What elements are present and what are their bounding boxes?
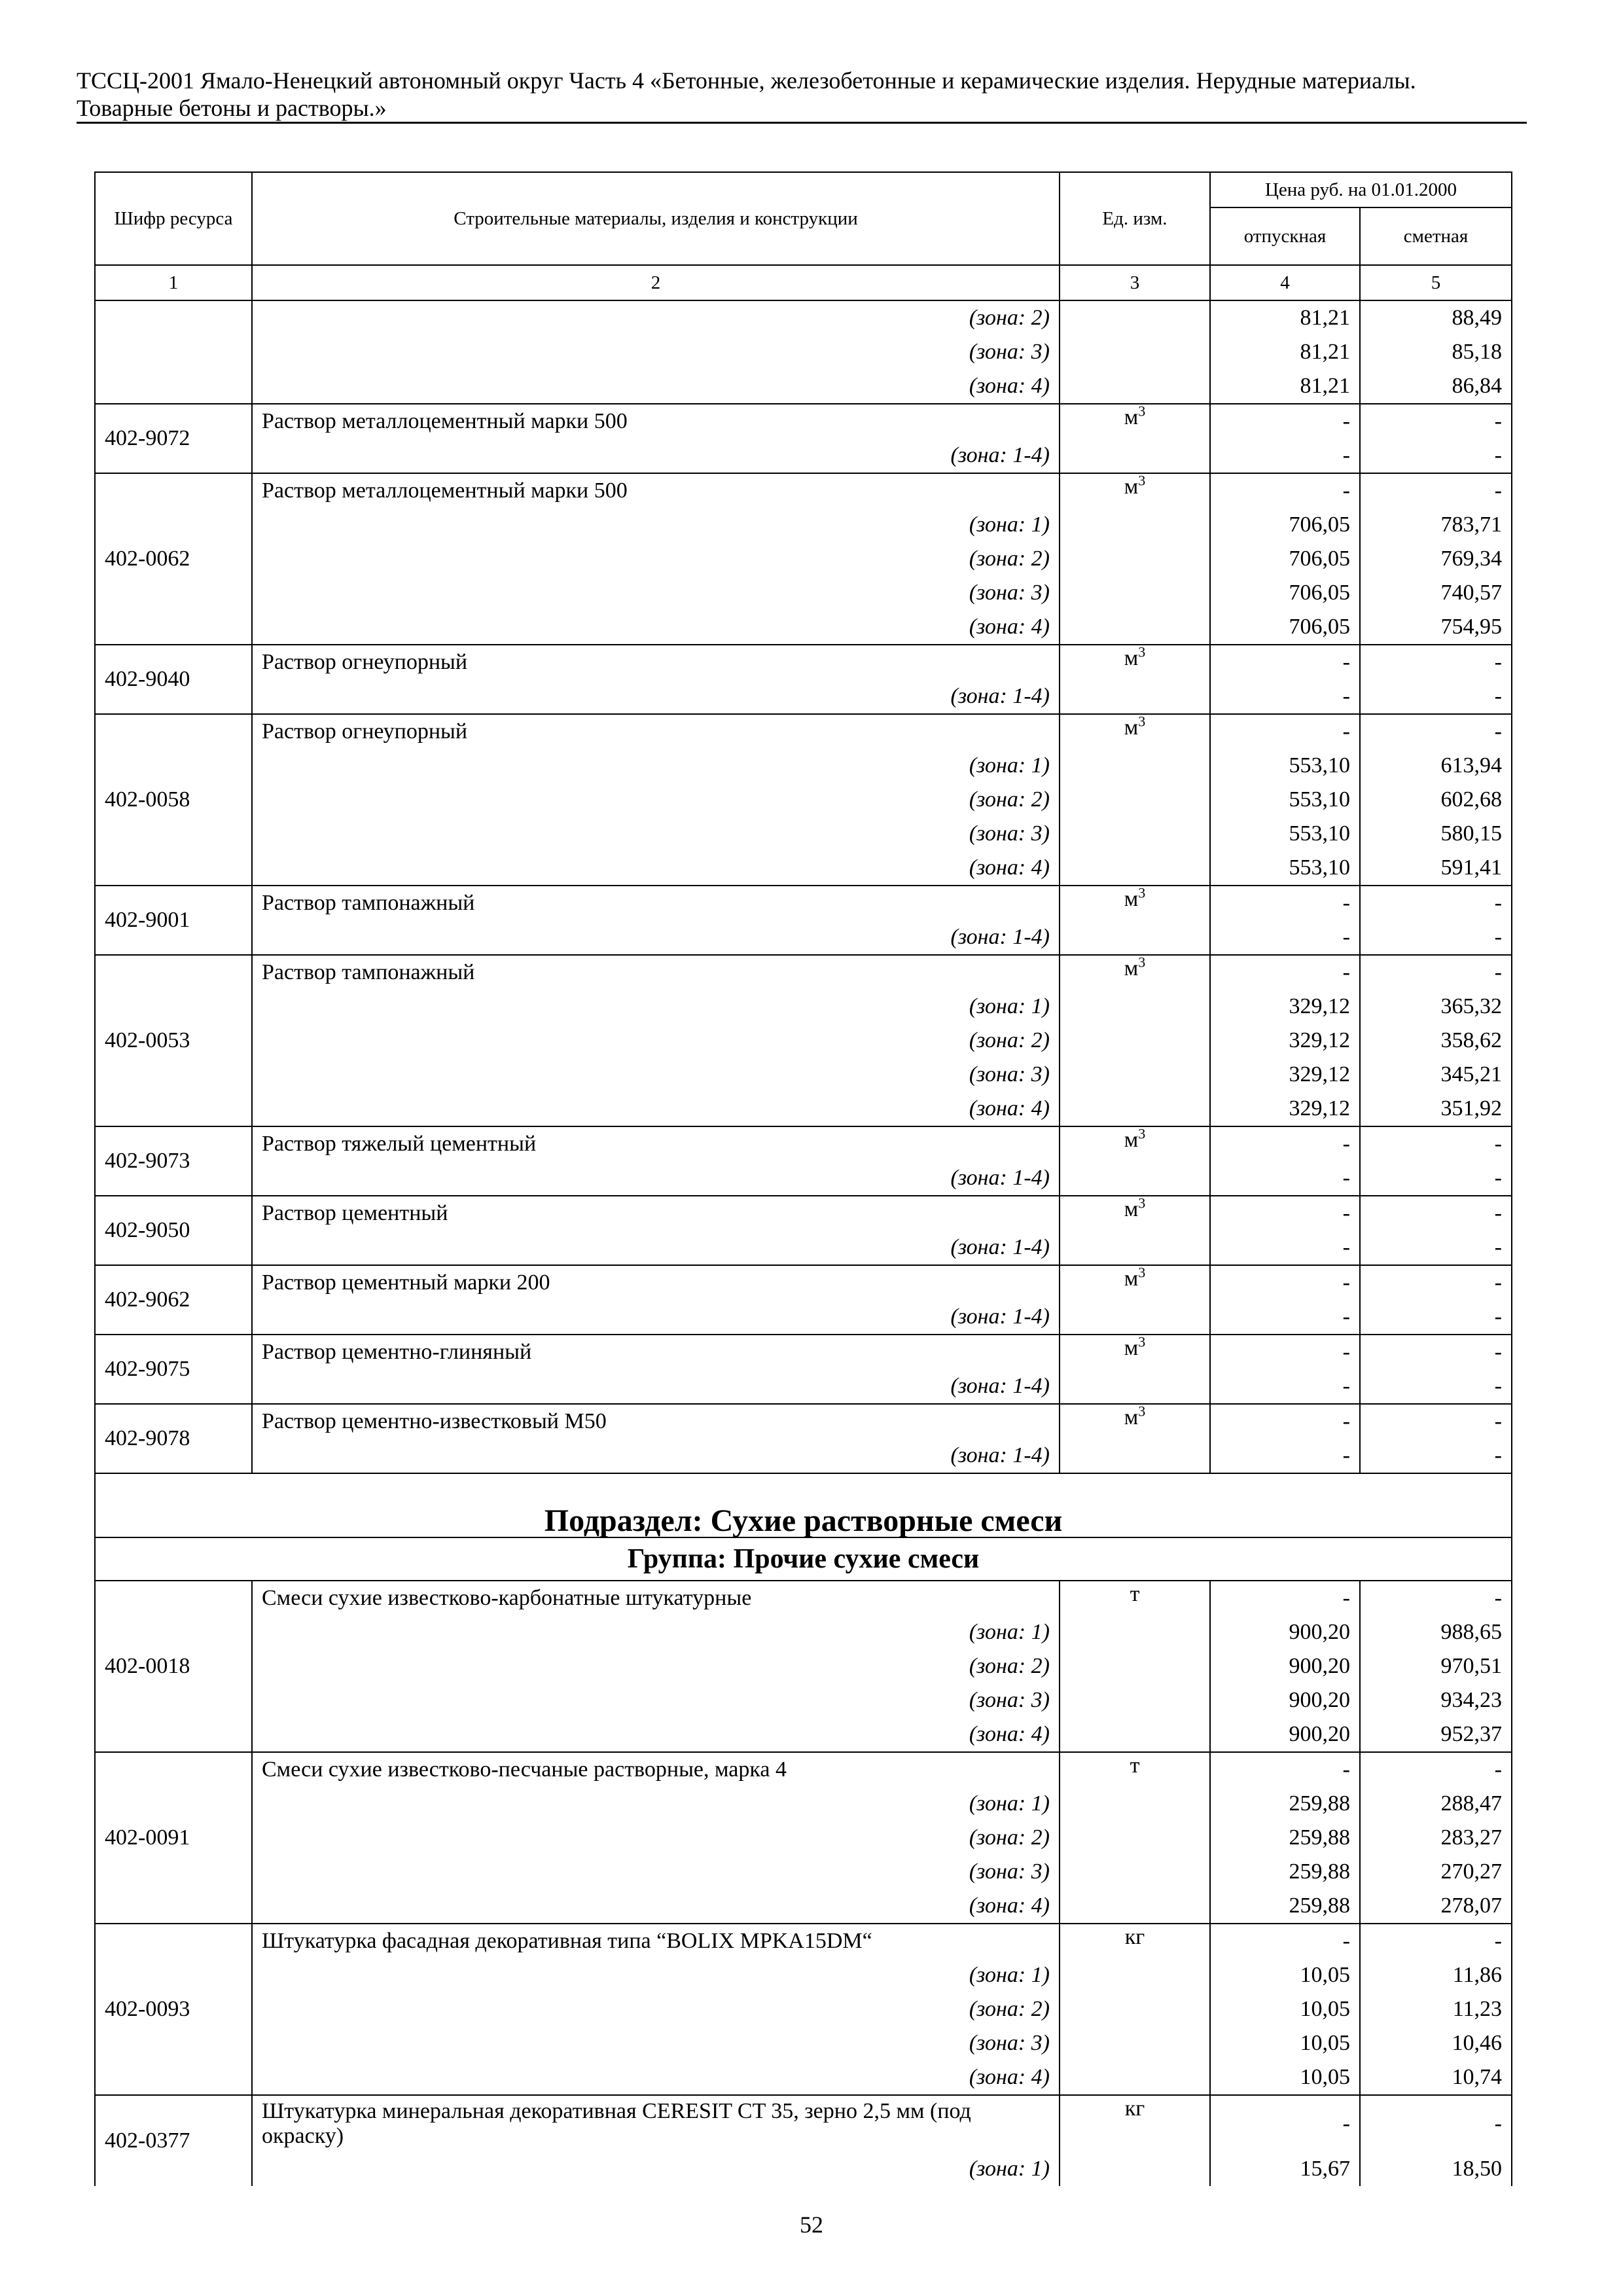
release-price-cell: 706,05 xyxy=(1210,542,1360,576)
column-number-2: 2 xyxy=(252,265,1060,300)
table-row xyxy=(95,335,1512,369)
release-price-cell: 900,20 xyxy=(1210,1683,1360,1717)
release-price-cell: 81,21 xyxy=(1210,335,1360,369)
table-body xyxy=(95,300,1512,2186)
estimate-price-cell: 88,49 xyxy=(1360,300,1512,335)
table-row xyxy=(95,645,1512,679)
table-row xyxy=(95,439,1512,473)
zone-cell: (зона: 1) xyxy=(252,2152,1060,2186)
release-price-cell: 10,05 xyxy=(1210,2060,1360,2095)
zone-cell: (зона: 1) xyxy=(252,749,1060,783)
estimate-price-cell: 754,95 xyxy=(1360,610,1512,645)
column-header-release: отпускная xyxy=(1210,207,1360,265)
estimate-price-cell: 580,15 xyxy=(1360,817,1512,851)
estimate-price-cell: 783,71 xyxy=(1360,508,1512,542)
resource-code: 402-0093 xyxy=(95,1924,252,2095)
page-number: 52 xyxy=(800,2212,823,2238)
release-price-cell: 900,20 xyxy=(1210,1717,1360,1752)
unit-cell xyxy=(1060,955,1210,1126)
group-title: Группа: Прочие сухие смеси xyxy=(95,1537,1512,1581)
estimate-price-cell: 11,23 xyxy=(1360,1992,1512,2026)
table-row xyxy=(95,1196,1512,1230)
resource-code: 402-9073 xyxy=(95,1126,252,1196)
release-price-cell: - xyxy=(1210,1300,1360,1335)
release-price-cell: - xyxy=(1210,714,1360,749)
resource-code: 402-0377 xyxy=(95,2095,252,2186)
zone-cell: (зона: 1-4) xyxy=(252,1369,1060,1404)
release-price-cell: 553,10 xyxy=(1210,851,1360,886)
unit-label: т xyxy=(1130,1753,1140,1778)
estimate-price-cell: - xyxy=(1360,1404,1512,1439)
resource-code: 402-0018 xyxy=(95,1581,252,1752)
column-number-3: 3 xyxy=(1060,265,1210,300)
column-header-unit: Ед. изм. xyxy=(1060,172,1210,265)
estimate-price-cell: - xyxy=(1360,1752,1512,1787)
estimate-price-cell: 11,86 xyxy=(1360,1958,1512,1992)
release-price-cell: 900,20 xyxy=(1210,1649,1360,1683)
table-row xyxy=(95,542,1512,576)
material-name: Раствор тампонажный xyxy=(252,955,1060,990)
unit-cell xyxy=(1060,1404,1210,1473)
table-header xyxy=(95,172,1512,300)
unit-cell xyxy=(1060,1265,1210,1335)
material-name: Раствор огнеупорный xyxy=(252,714,1060,749)
unit-label: м xyxy=(1124,956,1139,980)
estimate-price-cell: 351,92 xyxy=(1360,1092,1512,1126)
unit-label: м xyxy=(1124,475,1139,499)
column-header-estimate: сметная xyxy=(1360,207,1512,265)
table-row xyxy=(95,714,1512,749)
resource-code: 402-0058 xyxy=(95,714,252,886)
column-number-4: 4 xyxy=(1210,265,1360,300)
table-row xyxy=(95,2095,1512,2152)
unit-cell xyxy=(1060,2095,1210,2186)
zone-cell: (зона: 1) xyxy=(252,1787,1060,1821)
table-row xyxy=(95,1024,1512,1058)
release-price-cell: - xyxy=(1210,955,1360,990)
resource-code: 402-0091 xyxy=(95,1752,252,1924)
unit-cell xyxy=(1060,1581,1210,1752)
unit-label: кг xyxy=(1124,2096,1145,2121)
release-price-cell: - xyxy=(1210,1265,1360,1300)
zone-cell: (зона: 2) xyxy=(252,1024,1060,1058)
unit-label: м xyxy=(1124,1197,1139,1221)
unit-cell xyxy=(1060,1126,1210,1196)
release-price-cell: 10,05 xyxy=(1210,1958,1360,1992)
estimate-price-cell: - xyxy=(1360,886,1512,920)
estimate-price-cell: - xyxy=(1360,1300,1512,1335)
unit-cell xyxy=(1060,300,1210,335)
unit-cell xyxy=(1060,1335,1210,1404)
table-row xyxy=(95,1092,1512,1126)
unit-label: т xyxy=(1130,1582,1140,1606)
zone-cell: (зона: 2) xyxy=(252,1821,1060,1855)
table-row xyxy=(95,1958,1512,1992)
release-price-cell: 329,12 xyxy=(1210,1092,1360,1126)
estimate-price-cell: - xyxy=(1360,1335,1512,1369)
estimate-price-cell: 86,84 xyxy=(1360,369,1512,404)
table-row xyxy=(95,1230,1512,1265)
zone-cell: (зона: 1-4) xyxy=(252,1439,1060,1473)
code-cell xyxy=(95,300,252,335)
table-row xyxy=(95,1581,1512,1615)
release-price-cell: 553,10 xyxy=(1210,749,1360,783)
estimate-price-cell: 345,21 xyxy=(1360,1058,1512,1092)
estimate-price-cell: 358,62 xyxy=(1360,1024,1512,1058)
material-name: Раствор металлоцементный марки 500 xyxy=(252,404,1060,439)
material-name: Штукатурка минеральная декоративная CERESIT CT 35, зерно 2,5 мм (под окраску) xyxy=(252,2095,1060,2152)
table-row xyxy=(95,920,1512,955)
estimate-price-cell: - xyxy=(1360,1439,1512,1473)
table-row xyxy=(95,2060,1512,2095)
table-row xyxy=(95,1992,1512,2026)
table-row xyxy=(95,1717,1512,1752)
material-name: Раствор цементно-известковый М50 xyxy=(252,1404,1060,1439)
estimate-price-cell: 602,68 xyxy=(1360,783,1512,817)
unit-label: м xyxy=(1124,1266,1139,1291)
release-price-cell: 329,12 xyxy=(1210,1024,1360,1058)
resource-code: 402-9040 xyxy=(95,645,252,714)
estimate-price-cell: 613,94 xyxy=(1360,749,1512,783)
header-rule xyxy=(77,122,1527,124)
estimate-price-cell: 278,07 xyxy=(1360,1889,1512,1924)
header-line-1: ТССЦ-2001 Ямало-Ненецкий автономный округ Часть 4 «Бетонные, железобетонные и керамические изделия. Нерудные материалы. xyxy=(77,67,1416,94)
unit-label: м xyxy=(1124,1128,1139,1152)
release-price-cell: - xyxy=(1210,645,1360,679)
table-row xyxy=(95,404,1512,439)
zone-cell: (зона: 4) xyxy=(252,2060,1060,2095)
header-line-2: Товарные бетоны и растворы.» xyxy=(77,95,387,121)
code-cell xyxy=(95,335,252,369)
release-price-cell: 259,88 xyxy=(1210,1787,1360,1821)
estimate-price-cell: 283,27 xyxy=(1360,1821,1512,1855)
zone-cell: (зона: 3) xyxy=(252,817,1060,851)
table-row xyxy=(95,576,1512,610)
zone-cell: (зона: 1-4) xyxy=(252,439,1060,473)
unit-cell xyxy=(1060,1924,1210,2095)
zone-cell: (зона: 2) xyxy=(252,542,1060,576)
estimate-price-cell: 970,51 xyxy=(1360,1649,1512,1683)
table-row xyxy=(95,473,1512,508)
table-row xyxy=(95,300,1512,335)
estimate-price-cell: - xyxy=(1360,473,1512,508)
table-row xyxy=(95,955,1512,990)
estimate-price-cell: - xyxy=(1360,1230,1512,1265)
unit-label: м xyxy=(1124,405,1139,429)
material-name: Раствор тяжелый цементный xyxy=(252,1126,1060,1161)
estimate-price-cell: 740,57 xyxy=(1360,576,1512,610)
unit-label: кг xyxy=(1124,1925,1145,1949)
table-row xyxy=(95,851,1512,886)
resource-code: 402-9001 xyxy=(95,886,252,955)
release-price-cell: - xyxy=(1210,473,1360,508)
column-header-price: Цена руб. на 01.01.2000 xyxy=(1210,172,1512,207)
table-row xyxy=(95,508,1512,542)
table-row xyxy=(95,1404,1512,1439)
release-price-cell: 259,88 xyxy=(1210,1889,1360,1924)
estimate-price-cell: 270,27 xyxy=(1360,1855,1512,1889)
unit-exponent: 3 xyxy=(1138,884,1146,901)
zone-cell: (зона: 4) xyxy=(252,1889,1060,1924)
table-row xyxy=(95,783,1512,817)
release-price-cell: - xyxy=(1210,1439,1360,1473)
resource-code: 402-9078 xyxy=(95,1404,252,1473)
zone-cell: (зона: 3) xyxy=(252,1058,1060,1092)
release-price-cell: 10,05 xyxy=(1210,2026,1360,2060)
table-row xyxy=(95,1821,1512,1855)
unit-exponent: 3 xyxy=(1138,1264,1146,1281)
release-price-cell: - xyxy=(1210,1335,1360,1369)
release-price-cell: 15,67 xyxy=(1210,2152,1360,2186)
release-price-cell: - xyxy=(1210,439,1360,473)
estimate-price-cell: 10,74 xyxy=(1360,2060,1512,2095)
release-price-cell: - xyxy=(1210,679,1360,714)
zone-cell: (зона: 3) xyxy=(252,1855,1060,1889)
unit-label: м xyxy=(1124,715,1139,740)
table-row xyxy=(95,1300,1512,1335)
material-name: Раствор металлоцементный марки 500 xyxy=(252,473,1060,508)
release-price-cell: 329,12 xyxy=(1210,990,1360,1024)
resource-code: 402-9062 xyxy=(95,1265,252,1335)
zone-cell: (зона: 2) xyxy=(252,783,1060,817)
subsection-title: Подраздел: Сухие растворные смеси xyxy=(95,1473,1512,1537)
material-name: Раствор цементно-глиняный xyxy=(252,1335,1060,1369)
estimate-price-cell: - xyxy=(1360,404,1512,439)
table-row xyxy=(95,679,1512,714)
column-number-1: 1 xyxy=(95,265,252,300)
unit-label: м xyxy=(1124,887,1139,911)
estimate-price-cell: 365,32 xyxy=(1360,990,1512,1024)
estimate-price-cell: - xyxy=(1360,955,1512,990)
zone-cell: (зона: 1-4) xyxy=(252,1161,1060,1196)
unit-cell xyxy=(1060,335,1210,369)
material-name: Смеси сухие известково-песчаные растворные, марка 4 xyxy=(252,1752,1060,1787)
unit-cell xyxy=(1060,1196,1210,1265)
estimate-price-cell: - xyxy=(1360,2095,1512,2152)
unit-exponent: 3 xyxy=(1138,472,1146,489)
column-header-code: Шифр ресурса xyxy=(95,172,252,265)
resource-code: 402-0062 xyxy=(95,473,252,645)
unit-cell xyxy=(1060,645,1210,714)
resource-code: 402-9075 xyxy=(95,1335,252,1404)
release-price-cell: - xyxy=(1210,2095,1360,2152)
estimate-price-cell: - xyxy=(1360,1161,1512,1196)
resource-code: 402-0053 xyxy=(95,955,252,1126)
resource-code: 402-9072 xyxy=(95,404,252,473)
table-row xyxy=(95,1058,1512,1092)
estimate-price-cell: - xyxy=(1360,1369,1512,1404)
table-row xyxy=(95,990,1512,1024)
unit-exponent: 3 xyxy=(1138,643,1146,660)
unit-cell xyxy=(1060,473,1210,645)
zone-cell: (зона: 1) xyxy=(252,1615,1060,1649)
unit-exponent: 3 xyxy=(1138,403,1146,420)
release-price-cell: - xyxy=(1210,886,1360,920)
release-price-cell: 706,05 xyxy=(1210,610,1360,645)
zone-cell: (зона: 4) xyxy=(252,369,1060,404)
release-price-cell: 81,21 xyxy=(1210,300,1360,335)
estimate-price-cell: - xyxy=(1360,679,1512,714)
table-row xyxy=(95,1335,1512,1369)
column-header-name: Строительные материалы, изделия и конструкции xyxy=(252,172,1060,265)
table-row xyxy=(95,1161,1512,1196)
material-name: Раствор тампонажный xyxy=(252,886,1060,920)
estimate-price-cell: - xyxy=(1360,1196,1512,1230)
estimate-price-cell: - xyxy=(1360,920,1512,955)
table-row xyxy=(95,886,1512,920)
unit-cell xyxy=(1060,369,1210,404)
zone-cell: (зона: 3) xyxy=(252,576,1060,610)
estimate-price-cell: - xyxy=(1360,645,1512,679)
table-row xyxy=(95,610,1512,645)
material-name: Штукатурка фасадная декоративная типа “BOLIX MPKA15DM“ xyxy=(252,1924,1060,1958)
release-price-cell: 553,10 xyxy=(1210,783,1360,817)
estimate-price-cell: - xyxy=(1360,714,1512,749)
estimate-price-cell: 85,18 xyxy=(1360,335,1512,369)
table-row xyxy=(95,1265,1512,1300)
release-price-cell: 81,21 xyxy=(1210,369,1360,404)
table-row xyxy=(95,1924,1512,1958)
table-row xyxy=(95,1126,1512,1161)
release-price-cell: - xyxy=(1210,1752,1360,1787)
estimate-price-cell: - xyxy=(1360,1924,1512,1958)
unit-cell xyxy=(1060,1752,1210,1924)
table-row xyxy=(95,1855,1512,1889)
release-price-cell: 706,05 xyxy=(1210,576,1360,610)
table-row xyxy=(95,817,1512,851)
unit-cell xyxy=(1060,714,1210,886)
release-price-cell: - xyxy=(1210,920,1360,955)
code-cell xyxy=(95,369,252,404)
release-price-cell: 900,20 xyxy=(1210,1615,1360,1649)
estimate-price-cell: 988,65 xyxy=(1360,1615,1512,1649)
release-price-cell: - xyxy=(1210,1581,1360,1615)
table-row xyxy=(95,1369,1512,1404)
zone-cell: (зона: 1) xyxy=(252,508,1060,542)
zone-cell: (зона: 3) xyxy=(252,2026,1060,2060)
subsection-row xyxy=(95,1473,1512,1537)
unit-exponent: 3 xyxy=(1138,954,1146,971)
zone-cell: (зона: 3) xyxy=(252,335,1060,369)
material-name: Раствор цементный марки 200 xyxy=(252,1265,1060,1300)
release-price-cell: 10,05 xyxy=(1210,1992,1360,2026)
zone-cell: (зона: 1) xyxy=(252,1958,1060,1992)
estimate-price-cell: 288,47 xyxy=(1360,1787,1512,1821)
column-number-5: 5 xyxy=(1360,265,1512,300)
unit-cell xyxy=(1060,886,1210,955)
table-row xyxy=(95,2152,1512,2186)
zone-cell: (зона: 1-4) xyxy=(252,1300,1060,1335)
zone-cell: (зона: 1-4) xyxy=(252,1230,1060,1265)
table-row xyxy=(95,1439,1512,1473)
release-price-cell: - xyxy=(1210,1924,1360,1958)
zone-cell: (зона: 2) xyxy=(252,300,1060,335)
table-row xyxy=(95,1889,1512,1924)
release-price-cell: - xyxy=(1210,404,1360,439)
zone-cell: (зона: 2) xyxy=(252,1649,1060,1683)
zone-cell: (зона: 2) xyxy=(252,1992,1060,2026)
group-row xyxy=(95,1537,1512,1581)
release-price-cell: 329,12 xyxy=(1210,1058,1360,1092)
release-price-cell: - xyxy=(1210,1230,1360,1265)
zone-cell: (зона: 4) xyxy=(252,1092,1060,1126)
estimate-price-cell: - xyxy=(1360,1265,1512,1300)
table-row xyxy=(95,1752,1512,1787)
release-price-cell: - xyxy=(1210,1196,1360,1230)
table-row xyxy=(95,2026,1512,2060)
table-row xyxy=(95,1683,1512,1717)
material-name: Раствор цементный xyxy=(252,1196,1060,1230)
estimate-price-cell: 952,37 xyxy=(1360,1717,1512,1752)
zone-cell: (зона: 4) xyxy=(252,610,1060,645)
price-table xyxy=(94,171,1512,2186)
unit-cell xyxy=(1060,404,1210,473)
zone-cell: (зона: 1) xyxy=(252,990,1060,1024)
zone-cell: (зона: 1-4) xyxy=(252,679,1060,714)
unit-label: м xyxy=(1124,646,1139,670)
unit-exponent: 3 xyxy=(1138,1125,1146,1142)
zone-cell: (зона: 3) xyxy=(252,1683,1060,1717)
release-price-cell: - xyxy=(1210,1369,1360,1404)
table-row xyxy=(95,749,1512,783)
resource-code: 402-9050 xyxy=(95,1196,252,1265)
release-price-cell: 259,88 xyxy=(1210,1821,1360,1855)
estimate-price-cell: 10,46 xyxy=(1360,2026,1512,2060)
material-name: Смеси сухие известково-карбонатные штукатурные xyxy=(252,1581,1060,1615)
table-row xyxy=(95,1787,1512,1821)
estimate-price-cell: - xyxy=(1360,1581,1512,1615)
estimate-price-cell: 18,50 xyxy=(1360,2152,1512,2186)
table-row xyxy=(95,369,1512,404)
estimate-price-cell: 591,41 xyxy=(1360,851,1512,886)
release-price-cell: - xyxy=(1210,1404,1360,1439)
release-price-cell: 259,88 xyxy=(1210,1855,1360,1889)
material-name: Раствор огнеупорный xyxy=(252,645,1060,679)
estimate-price-cell: - xyxy=(1360,439,1512,473)
table-row xyxy=(95,1615,1512,1649)
unit-exponent: 3 xyxy=(1138,713,1146,730)
release-price-cell: - xyxy=(1210,1126,1360,1161)
unit-exponent: 3 xyxy=(1138,1403,1146,1420)
estimate-price-cell: 769,34 xyxy=(1360,542,1512,576)
table-row xyxy=(95,1649,1512,1683)
release-price-cell: - xyxy=(1210,1161,1360,1196)
zone-cell: (зона: 4) xyxy=(252,851,1060,886)
unit-label: м xyxy=(1124,1405,1139,1429)
zone-cell: (зона: 4) xyxy=(252,1717,1060,1752)
unit-exponent: 3 xyxy=(1138,1194,1146,1211)
estimate-price-cell: - xyxy=(1360,1126,1512,1161)
release-price-cell: 706,05 xyxy=(1210,508,1360,542)
unit-exponent: 3 xyxy=(1138,1333,1146,1350)
zone-cell: (зона: 1-4) xyxy=(252,920,1060,955)
release-price-cell: 553,10 xyxy=(1210,817,1360,851)
estimate-price-cell: 934,23 xyxy=(1360,1683,1512,1717)
page-header xyxy=(77,67,1527,122)
unit-label: м xyxy=(1124,1336,1139,1360)
